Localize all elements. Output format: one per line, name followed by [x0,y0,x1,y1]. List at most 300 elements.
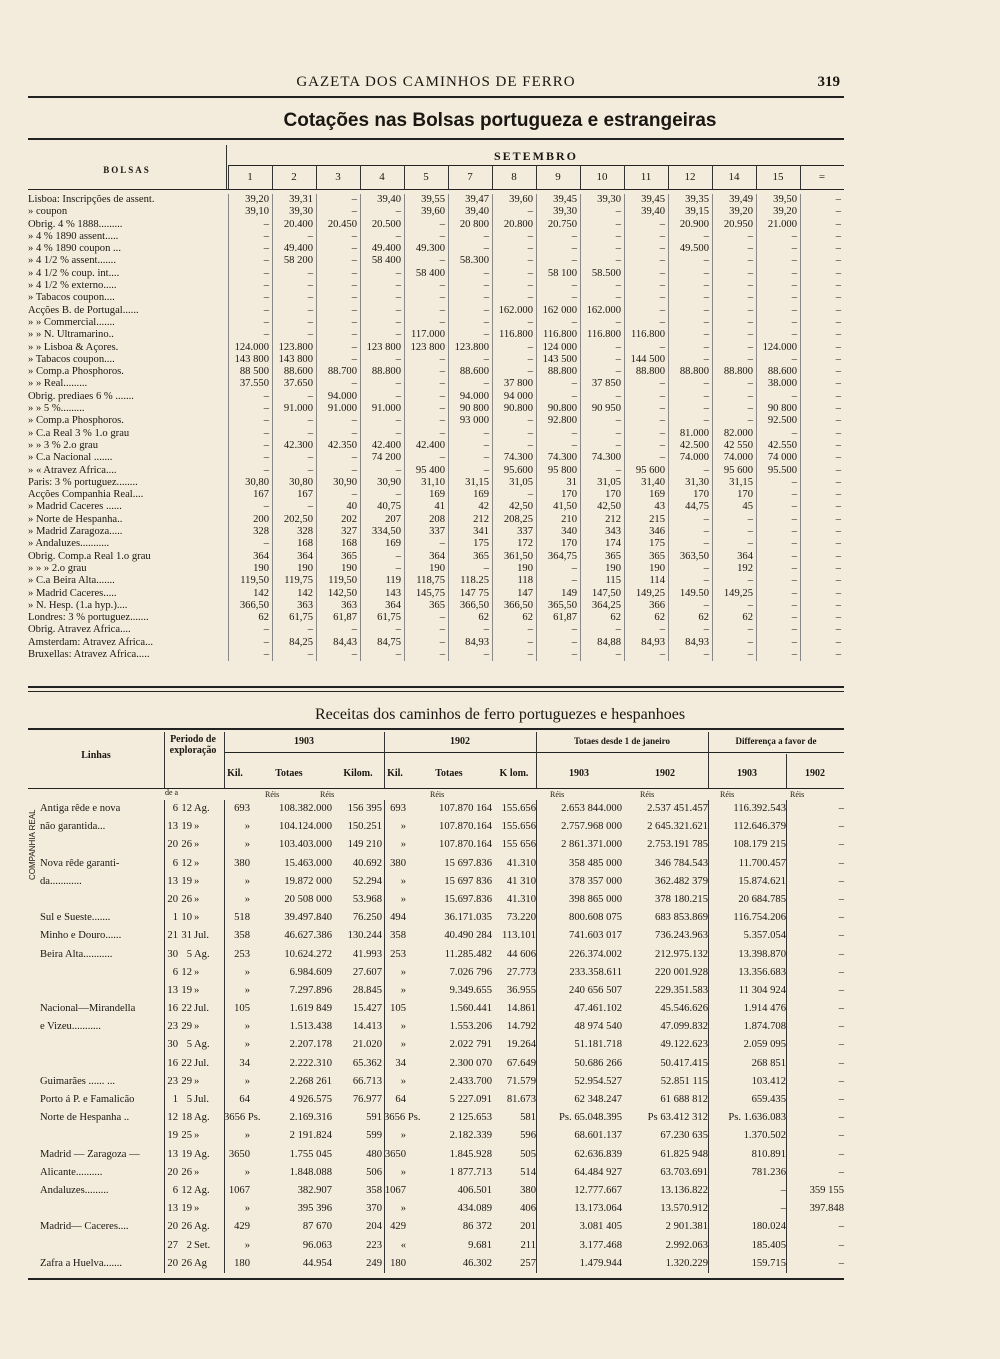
table-cell: 406.501 [457,1184,492,1196]
table-cell: 41 310 [506,875,536,887]
table-cell: 31,30 [685,476,709,488]
rule [384,732,385,788]
month-label: SETEMBRO [493,149,578,163]
table-cell: » [194,893,200,905]
table-cell: – [527,292,533,304]
table-row [28,378,844,390]
table-row [28,1055,844,1073]
rule [536,800,537,1273]
table-cell: 29 [181,1021,192,1033]
table-cell: » [400,1130,406,1142]
table-cell: 370 [366,1203,382,1215]
table-cell: 20.400 [283,218,313,230]
table-cell: 88.600 [459,366,489,378]
rule [536,732,537,788]
table-cell: – [780,1203,786,1215]
day-header: 3 [335,171,341,183]
table-cell: 39,40 [377,194,401,205]
table-cell: 31 [181,930,192,942]
table-cell: – [703,255,709,267]
table-cell: 20.950 [723,218,753,230]
table-cell: – [838,1003,844,1015]
table-cell: 207 [385,513,401,525]
table-cell: – [483,378,489,390]
table-row [28,452,844,464]
day-header: 11 [640,171,652,183]
table-cell: » [244,1130,250,1142]
table-cell: 88.600 [767,366,797,378]
table-cell: 346 [649,526,665,538]
table-cell: – [703,513,709,525]
table-row [28,909,844,927]
table-cell: 365 [605,550,621,562]
table-cell: – [703,599,709,611]
table-cell: 6 [172,803,178,814]
year-1903-header: 1903 [294,736,314,747]
table-cell: 505 [520,1148,536,1160]
table-cell: 268 851 [751,1057,786,1069]
table-cell: 2 861.371.000 [561,839,622,851]
table-cell: 95 400 [415,464,445,476]
row-label: » » N. Ultramarino.. [28,329,114,341]
table-cell: – [307,427,313,439]
table-cell: 20.800 [503,218,533,230]
table-cell: 26 [181,893,192,905]
table-cell: 39,10 [245,206,269,218]
row-label: » Madrid Caceres..... [28,587,117,599]
table-cell: 21 [167,930,178,942]
table-cell: 20 [167,1257,178,1269]
totaes-desde-header: Totaes desde 1 de janeiro [573,736,670,746]
table-cell: – [307,624,313,636]
table-cell: 42 550 [723,439,753,451]
table-cell: 49.300 [415,243,445,255]
table-cell: 30,90 [377,476,401,488]
row-label: » « Atravez Africa.... [28,464,117,476]
table-cell: 28.845 [352,984,382,996]
table-cell: 119 [385,575,401,587]
table-cell: Ag. [194,1184,210,1196]
table-cell: 514 [520,1166,536,1178]
rule [448,194,449,661]
table-cell: 26 [181,839,192,851]
table-cell: 395 396 [297,1203,332,1215]
table-cell: 12 [181,966,192,978]
table-row [28,231,844,243]
table-cell: » [400,821,406,833]
table-cell: – [351,243,357,255]
table-cell: 21.000 [767,218,797,230]
table-cell: 143 800 [234,353,269,365]
table-cell: – [703,624,709,636]
table-cell: 162.000 [586,304,621,316]
rule [224,752,844,753]
table-cell: – [527,636,533,648]
table-cell: 13 [167,1203,178,1215]
table-row [28,1109,844,1127]
table-cell: 5 [186,1094,192,1105]
row-label: e Vizeu........... [40,1021,101,1033]
table-cell: 67.649 [506,1057,536,1069]
diferenca-header: Differença a favor de [735,736,817,746]
table-cell: 91.000 [371,403,401,415]
table-cell: 31,15 [729,476,753,488]
table-cell: 74 000 [767,452,797,464]
table-row [28,1255,844,1273]
row-label: » 4 % 1890 coupon ... [28,243,121,255]
table-cell: 15.874.621 [738,875,786,887]
table-cell: – [791,624,797,636]
table-cell: – [747,304,753,316]
table-cell: – [571,243,577,255]
table-cell: 50.417.415 [660,1057,708,1069]
receitas-table [28,800,844,1273]
table-cell: – [527,243,533,255]
table-cell: – [747,390,753,402]
table-cell: 201 [520,1221,536,1233]
table-cell: – [527,624,533,636]
table-cell: – [615,341,621,353]
table-cell: – [659,403,665,415]
table-cell: 39,30 [553,206,577,218]
table-row [28,612,844,624]
table-cell: 42.400 [371,439,401,451]
table-cell: – [571,636,577,648]
table-cell: 11.700.457 [738,857,786,869]
table-cell: 190 [649,562,665,574]
table-cell: 180.024 [751,1221,786,1233]
table-cell: – [439,292,445,304]
table-cell: 39,40 [641,206,665,218]
table-cell: 39,15 [685,206,709,218]
table-cell: – [838,1257,844,1269]
table-cell: – [483,353,489,365]
de-a-label: de a [165,788,179,797]
table-cell: – [483,464,489,476]
table-row [28,575,844,587]
table-cell: 113.101 [501,930,536,942]
table-cell: 7.026 796 [449,966,492,978]
table-cell: 76.250 [352,912,382,924]
table-cell: – [838,1148,844,1160]
table-cell: 93 000 [459,415,489,427]
table-cell: – [263,267,269,279]
table-cell: » [400,984,406,996]
table-cell: – [527,230,533,242]
table-cell: 58.500 [591,267,621,279]
table-cell: 39,31 [289,194,313,205]
rule [272,194,273,661]
table-row [28,1182,844,1200]
row-label: Obrig. 4 % 1888......... [28,218,123,230]
table-cell: – [659,390,665,402]
table-cell: « [400,1239,406,1251]
table-cell: 20 [167,1166,178,1178]
table-cell: 88 500 [239,366,269,378]
table-row [28,465,844,477]
table-cell: 170 [561,538,577,550]
table-cell: 88.800 [371,366,401,378]
kil-1902-header: Kil. [387,768,403,779]
table-cell: 683 853.869 [655,912,708,924]
table-cell: – [527,255,533,267]
table-cell: 2 125.653 [449,1112,492,1124]
table-cell: – [838,1075,844,1087]
table-row [28,428,844,440]
table-cell: 190 [605,562,621,574]
table-cell: 363,50 [679,550,709,562]
rule [624,165,625,189]
table-row [28,891,844,909]
table-cell: 119,75 [284,575,313,587]
table-cell: » [400,1021,406,1033]
table-cell: » [194,1130,200,1142]
table-cell: 150.251 [347,821,382,833]
table-cell: 5 [186,948,192,960]
row-label: » C.a Real 3 % 1.o grau [28,427,130,439]
table-cell: 378 180.215 [655,893,708,905]
table-cell: 42.300 [283,439,313,451]
table-cell: – [838,1057,844,1069]
row-label: Paris: 3 % portuguez........ [28,476,138,488]
table-row [28,243,844,255]
table-cell: 88.700 [327,366,357,378]
table-cell: » [244,1039,250,1051]
table-cell: 22 [181,1057,192,1069]
row-label: Acções Companhia Real.... [28,489,144,501]
table-cell: – [395,230,401,242]
table-cell: Ps. 65.048.395 [559,1112,622,1124]
table-cell: – [307,304,313,316]
table-cell: – [791,390,797,402]
table-cell: 31,05 [597,476,621,488]
table-cell: – [791,538,797,550]
table-cell: 2.268 261 [289,1075,332,1087]
table-cell: 358 [366,1184,382,1196]
table-cell: 334,50 [371,526,401,538]
table-cell: 58 100 [547,267,577,279]
totaes-1902-header: Totaes [435,768,463,779]
table-cell: – [747,316,753,328]
table-cell: – [307,267,313,279]
table-cell: 23 [167,1021,178,1033]
table-cell: 20 684.785 [738,893,786,905]
table-cell: 208 [429,513,445,525]
table-row [28,317,844,329]
table-row [28,588,844,600]
kil-header: Kil. [227,768,243,779]
row-label: » 4 1/2 % externo..... [28,280,117,292]
table-cell: 13 [167,821,178,833]
periodo-header: Periodo de exploração [169,734,217,756]
table-cell: – [659,230,665,242]
table-cell: – [791,612,797,624]
table-cell: – [838,966,844,978]
rule [404,165,405,189]
table-cell: 168 [341,538,357,550]
table-cell: 84,25 [289,636,313,648]
table-cell: 1.370.502 [743,1130,786,1142]
table-cell: 358 [390,930,406,942]
table-cell: 143 800 [278,353,313,365]
table-cell: 27.773 [506,966,536,978]
row-label: » coupon [28,206,68,218]
row-label: » » Real......... [28,378,88,390]
table-cell: » [194,1166,200,1178]
td-1902-header: 1902 [655,768,675,779]
table-cell: – [439,316,445,328]
table-cell: – [838,912,844,924]
table-cell: 365 [429,599,445,611]
table-cell: 37.650 [283,378,313,390]
table-cell: – [263,415,269,427]
table-cell: » [244,1021,250,1033]
table-cell: – [395,489,401,501]
table-cell: – [747,624,753,636]
table-cell: 170 [561,489,577,501]
table-cell: – [351,378,357,390]
table-cell: 40,75 [377,501,401,513]
table-cell: – [307,648,313,660]
rule [668,194,669,661]
table-cell: – [747,415,753,427]
table-cell: – [307,316,313,328]
table-cell: – [835,415,841,427]
table-cell: 44,75 [685,501,709,513]
table-cell: 29 [181,1075,192,1087]
table-cell: – [351,353,357,365]
table-cell: 1.553.206 [449,1021,492,1033]
table-cell: – [263,538,269,550]
table-cell: 19 [181,875,192,887]
page-number: 319 [817,74,840,90]
table-cell: » [244,893,250,905]
table-cell: – [395,267,401,279]
table-cell: 192 [737,562,753,574]
table-cell: 365 [341,550,357,562]
table-cell: 37 850 [591,378,621,390]
table-row [28,563,844,575]
table-cell: 346 784.543 [655,857,708,869]
table-cell: 693 [234,803,250,814]
table-cell: 223 [366,1239,382,1251]
table-cell: 13 [167,1148,178,1160]
table-cell: 42.400 [415,439,445,451]
table-cell: 155 656 [501,839,536,851]
table-cell: – [835,636,841,648]
table-cell: 84,43 [333,636,357,648]
table-cell: 380 [234,857,250,869]
table-cell: Ps. 1.636.083 [728,1112,786,1124]
row-label: Guimarães ...... ... [40,1075,116,1087]
table-cell: 363 [297,599,313,611]
table-cell: – [659,452,665,464]
table-cell: – [835,292,841,304]
table-cell: 116.800 [498,329,533,341]
table-cell: – [659,255,665,267]
table-cell: 365 [473,550,489,562]
table-cell: – [483,329,489,341]
table-cell: 42.550 [767,439,797,451]
table-cell: – [835,575,841,587]
table-cell: 15.427 [352,1003,382,1015]
table-cell: – [703,316,709,328]
table-cell: – [791,550,797,562]
table-cell: – [838,839,844,851]
table-cell: – [527,316,533,328]
table-row [28,403,844,415]
table-cell: – [835,316,841,328]
table-cell: – [527,366,533,378]
table-cell: 74.000 [723,452,753,464]
table-cell: 364 [385,599,401,611]
table-cell: – [703,526,709,538]
rule [316,194,317,661]
table-cell: – [791,329,797,341]
table-cell: 108.179 215 [733,839,786,851]
table-cell: – [263,230,269,242]
table-row [28,1200,844,1218]
table-cell: 364 [429,550,445,562]
table-cell: 76.977 [352,1094,382,1105]
table-cell: 42.500 [679,439,709,451]
table-cell: – [747,292,753,304]
table-row [28,305,844,317]
table-cell: 95.500 [767,464,797,476]
table-cell: – [747,378,753,390]
table-cell: – [439,218,445,230]
table-cell: – [659,439,665,451]
table-cell: – [571,624,577,636]
table-cell: 18 [181,1112,192,1124]
table-cell: 10.624.272 [284,948,332,960]
table-cell: 5 [186,1039,192,1051]
day-header: 5 [423,171,429,183]
table-cell: 142,50 [327,587,357,599]
table-cell: 12 [181,1184,192,1196]
table-row [28,1237,844,1255]
table-cell: 119,50 [328,575,357,587]
table-cell: – [439,538,445,550]
table-cell: 19 [181,984,192,996]
table-cell: 337 [429,526,445,538]
table-cell: – [791,476,797,488]
table-cell: – [615,292,621,304]
table-cell: 52.294 [352,875,382,887]
table-cell: 167 [253,489,269,501]
table-cell: – [703,403,709,415]
table-cell: 26 [181,1166,192,1178]
table-cell: 599 [366,1130,382,1142]
table-cell: – [747,513,753,525]
table-cell: » [194,875,200,887]
table-cell: – [483,562,489,574]
table-cell: – [835,194,841,205]
table-cell: – [615,415,621,427]
table-cell: 16 [167,1003,178,1015]
table-cell: 358 [234,930,250,942]
table-cell: – [835,476,841,488]
table-cell: 3656 Ps. [384,1112,421,1124]
table-cell: 13 [167,984,178,996]
row-label: » 4 % 1890 assent..... [28,230,119,242]
table-cell: 6.984.609 [289,966,332,978]
table-cell: – [791,648,797,660]
table-cell: 62 [258,612,269,624]
rule [536,165,537,189]
table-cell: » [194,839,200,851]
table-cell: » [244,1239,250,1251]
